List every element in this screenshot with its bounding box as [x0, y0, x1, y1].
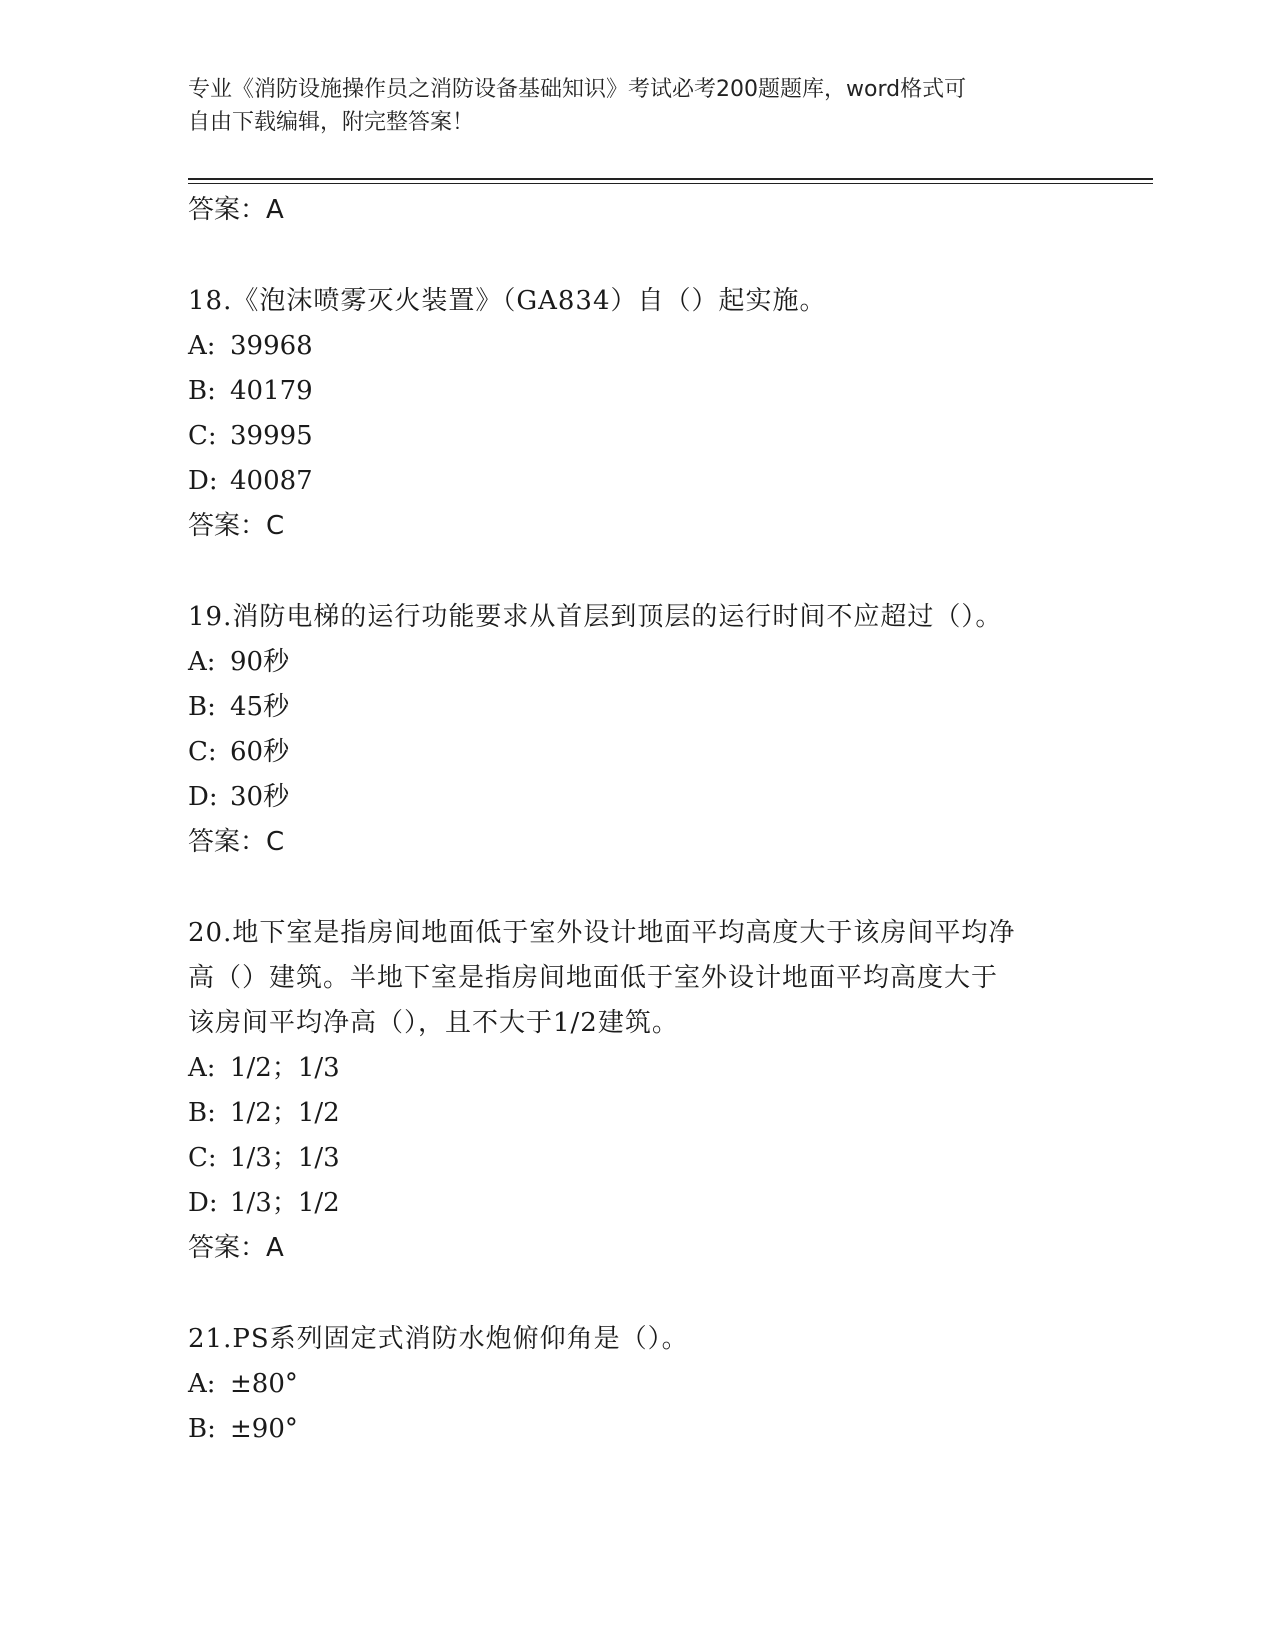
option-letter: D: — [188, 1188, 218, 1218]
option-row — [188, 1407, 1088, 1452]
option-row — [188, 1091, 1088, 1136]
option-text: 1/3；1/2 — [230, 1188, 340, 1218]
question-block — [188, 911, 1088, 1271]
option-text: 1/2；1/2 — [230, 1098, 340, 1128]
option-row — [188, 369, 1088, 414]
option-letter: C: — [188, 421, 217, 451]
option-text: 40087 — [230, 466, 313, 496]
answer-line: 答案：C — [188, 827, 285, 857]
option-row — [188, 775, 1088, 820]
option-letter: C: — [188, 1143, 217, 1173]
question-stem — [188, 911, 1088, 1046]
option-letter: A: — [188, 1053, 216, 1083]
option-row — [188, 685, 1088, 730]
option-row — [188, 414, 1088, 459]
option-letter: A: — [188, 1369, 216, 1399]
question-stem-line: 高（）建筑。半地下室是指房间地面低于室外设计地面平均高度大于 — [188, 963, 999, 993]
option-row — [188, 730, 1088, 775]
option-letter: C: — [188, 737, 217, 767]
option-letter: B: — [188, 1098, 216, 1128]
option-letter: D: — [188, 782, 218, 812]
option-text: 39968 — [230, 331, 313, 361]
question-block — [188, 1317, 1088, 1452]
option-row — [188, 1136, 1088, 1181]
answer-line: 答案：A — [188, 1233, 284, 1263]
option-letter: B: — [188, 376, 216, 406]
option-text: 1/2；1/3 — [230, 1053, 340, 1083]
option-letter: B: — [188, 1414, 216, 1444]
option-letter: B: — [188, 692, 216, 722]
question-list — [188, 188, 1088, 1452]
header-line-1: 专业《消防设施操作员之消防设备基础知识》考试必考200题题库，word格式可 — [188, 77, 967, 102]
option-row — [188, 1362, 1088, 1407]
option-text: 39995 — [230, 421, 313, 451]
option-text: 45秒 — [230, 692, 290, 722]
answer-line: 答案：A — [188, 195, 284, 225]
question-stem-line: 18.《泡沫喷雾灭火装置》（GA834）自（）起实施。 — [188, 286, 827, 316]
option-row — [188, 640, 1088, 685]
document-header — [188, 73, 1088, 139]
option-letter: A: — [188, 647, 216, 677]
answer-line: 答案：C — [188, 511, 285, 541]
header-divider-thin — [188, 183, 1153, 184]
question-stem-line: 21.PS系列固定式消防水炮俯仰角是（）。 — [188, 1324, 689, 1354]
option-text: ±80° — [230, 1369, 298, 1399]
option-letter: D: — [188, 466, 218, 496]
option-text: 40179 — [230, 376, 313, 406]
option-row — [188, 459, 1088, 504]
header-divider-thick — [188, 178, 1153, 180]
question-stem — [188, 1317, 1088, 1362]
question-block — [188, 595, 1088, 865]
option-text: 30秒 — [230, 782, 290, 812]
question-stem-line: 该房间平均净高（），且不大于1/2建筑。 — [188, 1008, 679, 1038]
option-text: 90秒 — [230, 647, 290, 677]
option-text: 1/3；1/3 — [230, 1143, 340, 1173]
header-line-2: 自由下载编辑，附完整答案！ — [188, 110, 475, 135]
option-letter: A: — [188, 331, 216, 361]
question-stem-line: 20.地下室是指房间地面低于室外设计地面平均高度大于该房间平均净 — [188, 918, 1016, 948]
question-block — [188, 279, 1088, 549]
option-row — [188, 1046, 1088, 1091]
question-stem — [188, 595, 1088, 640]
option-text: ±90° — [230, 1414, 298, 1444]
option-row — [188, 324, 1088, 369]
option-row — [188, 1181, 1088, 1226]
question-stem — [188, 279, 1088, 324]
question-stem-line: 19.消防电梯的运行功能要求从首层到顶层的运行时间不应超过（）。 — [188, 602, 1003, 632]
option-text: 60秒 — [230, 737, 290, 767]
